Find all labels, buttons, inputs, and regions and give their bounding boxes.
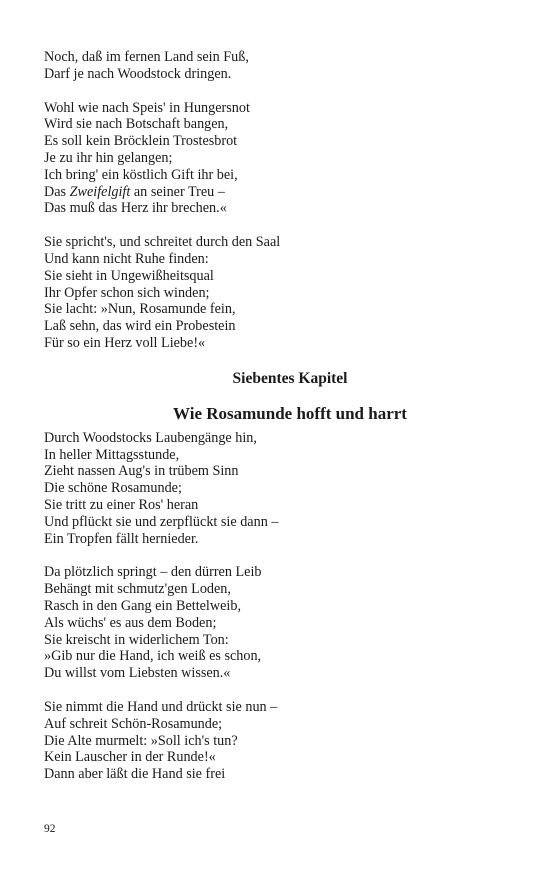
verse-line: Da plötzlich springt – den dürren Leib <box>44 564 262 581</box>
page-number: 92 <box>44 823 56 835</box>
verse-line: Sie nimmt die Hand und drückt sie nun – <box>44 698 278 715</box>
verse-line: Zieht nassen Aug's in trübem Sinn <box>44 463 239 480</box>
emphasized-word: Zweifelgift <box>69 183 131 200</box>
verse-line: Und kann nicht Ruhe finden: <box>44 250 209 267</box>
verse-line: Es soll kein Bröcklein Trostesbrot <box>44 133 238 150</box>
verse-line: Ihr Opfer schon sich winden; <box>44 284 210 301</box>
verse-line: Ein Tropfen fällt hernieder. <box>44 530 199 547</box>
verse-line: Sie spricht's, und schreitet durch den Saal <box>44 234 281 251</box>
verse-line: Und pflückt sie und zerpflückt sie dann – <box>44 513 279 530</box>
verse-line: Noch, daß im fernen Land sein Fuß, <box>44 49 249 65</box>
stanza <box>44 699 514 783</box>
stanza <box>44 564 514 682</box>
verse-line: Behängt mit schmutz'gen Loden, <box>44 581 231 598</box>
verse-line: Das muß das Herz ihr brechen.« <box>44 200 227 217</box>
verse-line: In heller Mittagsstunde, <box>44 446 180 463</box>
verse-fragment: an seiner Treu – <box>130 183 225 200</box>
verse-line: Dann aber läßt die Hand sie frei <box>44 766 226 783</box>
verse-line-with-emphasis <box>44 184 514 201</box>
verse-fragment: Das <box>44 183 70 200</box>
verse-line: »Gib nur die Hand, ich weiß es schon, <box>44 648 262 665</box>
verse-line: Kein Lauscher in der Runde!« <box>44 749 216 766</box>
chapter-title: Siebentes Kapitel <box>232 369 348 387</box>
verse-line: Auf schreit Schön-Rosamunde; <box>44 715 223 732</box>
verse-line: Die schöne Rosamunde; <box>44 480 182 497</box>
stanza <box>44 49 514 83</box>
chapter-subtitle: Wie Rosamunde hofft und harrt <box>173 403 407 423</box>
verse-line: Die Alte murmelt: »Soll ich's tun? <box>44 732 238 749</box>
verse-line: Sie lacht: »Nun, Rosamunde fein, <box>44 301 236 318</box>
verse-line: Darf je nach Woodstock dringen. <box>44 65 232 82</box>
verse-line: Wohl wie nach Speis' in Hungersnot <box>44 99 250 116</box>
verse-line: Je zu ihr hin gelangen; <box>44 149 173 166</box>
verse-line: Sie kreischt in widerlichem Ton: <box>44 631 229 648</box>
verse-line: Sie sieht in Ungewißheitsqual <box>44 267 214 284</box>
stanza <box>44 430 514 548</box>
verse-line: Durch Woodstocks Laubengänge hin, <box>44 429 257 446</box>
verse-line: Laß sehn, das wird ein Probestein <box>44 318 236 335</box>
verse-line: Für so ein Herz voll Liebe!« <box>44 334 206 351</box>
verse-line: Ich bring' ein köstlich Gift ihr bei, <box>44 166 238 183</box>
verse-line: Sie tritt zu einer Ros' heran <box>44 496 199 513</box>
stanza <box>44 100 514 218</box>
verse-line: Rasch in den Gang ein Bettelweib, <box>44 597 241 614</box>
stanza <box>44 234 514 352</box>
page-body <box>44 49 514 800</box>
verse-line: Als wüchs' es aus dem Boden; <box>44 614 217 631</box>
verse-line: Wird sie nach Botschaft bangen, <box>44 116 229 133</box>
verse-line: Du willst vom Liebsten wissen.« <box>44 665 231 682</box>
